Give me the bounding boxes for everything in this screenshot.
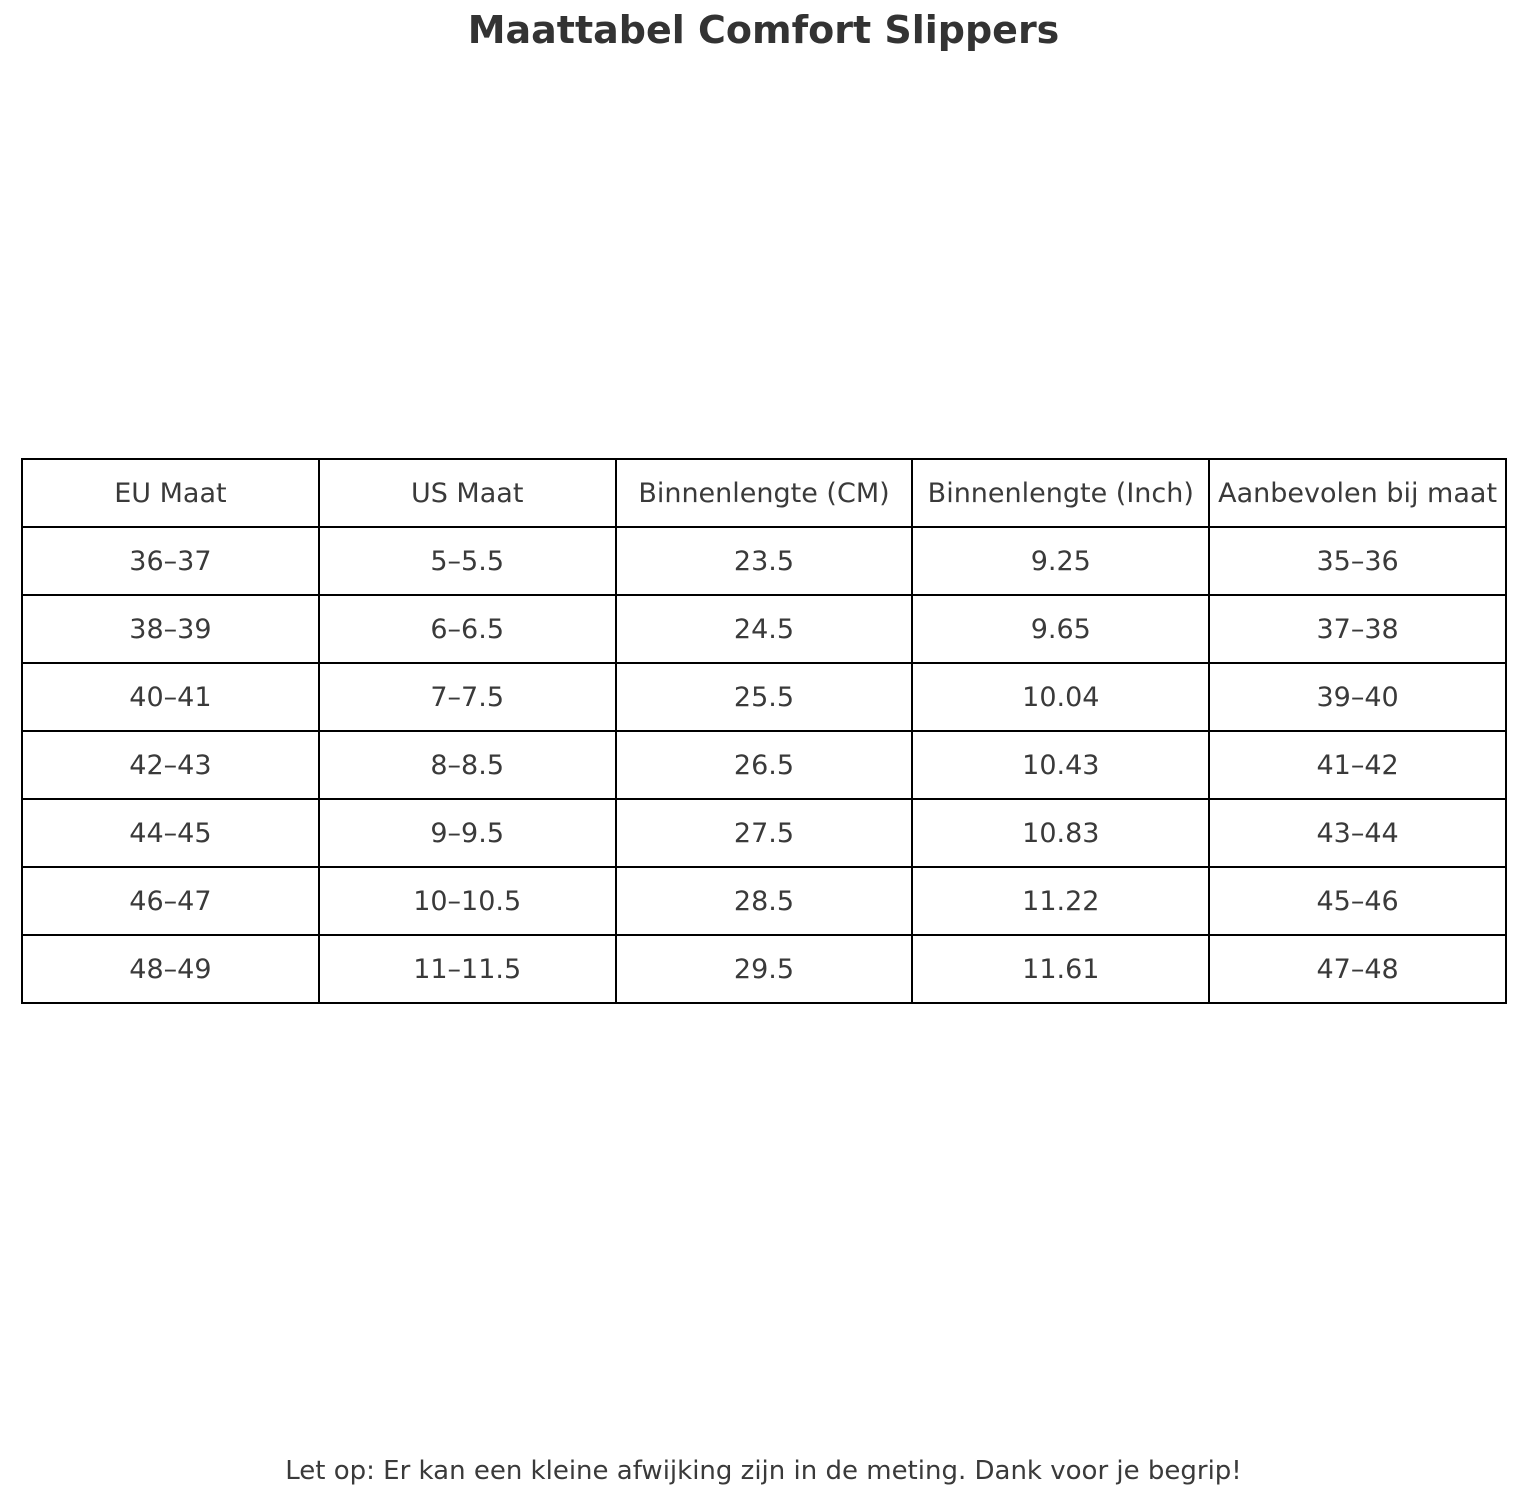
table-cell: 38–39 — [22, 595, 319, 663]
table-cell: 23.5 — [616, 527, 913, 595]
table-cell: 37–38 — [1209, 595, 1506, 663]
column-header: EU Maat — [22, 459, 319, 527]
table-cell: 6–6.5 — [319, 595, 616, 663]
table-row — [22, 595, 1506, 663]
size-table-body — [22, 527, 1506, 1003]
table-cell: 47–48 — [1209, 935, 1506, 1003]
column-header: US Maat — [319, 459, 616, 527]
table-cell: 10.43 — [912, 731, 1209, 799]
table-row — [22, 799, 1506, 867]
table-cell: 39–40 — [1209, 663, 1506, 731]
column-header: Binnenlengte (CM) — [616, 459, 913, 527]
table-row — [22, 527, 1506, 595]
table-row — [22, 731, 1506, 799]
table-cell: 25.5 — [616, 663, 913, 731]
table-cell: 41–42 — [1209, 731, 1506, 799]
table-cell: 42–43 — [22, 731, 319, 799]
table-cell: 36–37 — [22, 527, 319, 595]
column-header: Binnenlengte (Inch) — [912, 459, 1209, 527]
table-cell: 8–8.5 — [319, 731, 616, 799]
table-cell: 40–41 — [22, 663, 319, 731]
table-row — [22, 663, 1506, 731]
table-cell: 11–11.5 — [319, 935, 616, 1003]
page-title: Maattabel Comfort Slippers — [467, 8, 1060, 52]
table-header-row — [22, 459, 1506, 527]
table-cell: 28.5 — [616, 867, 913, 935]
table-cell: 24.5 — [616, 595, 913, 663]
table-cell: 26.5 — [616, 731, 913, 799]
footer-note: Let op: Er kan een kleine afwijking zijn in de meting. Dank voor je begrip! — [285, 1456, 1242, 1486]
table-cell: 27.5 — [616, 799, 913, 867]
table-cell: 11.22 — [912, 867, 1209, 935]
table-cell: 45–46 — [1209, 867, 1506, 935]
table-cell: 46–47 — [22, 867, 319, 935]
table-cell: 9.25 — [912, 527, 1209, 595]
table-cell: 43–44 — [1209, 799, 1506, 867]
table-cell: 10.04 — [912, 663, 1209, 731]
table-row — [22, 935, 1506, 1003]
table-cell: 5–5.5 — [319, 527, 616, 595]
column-header: Aanbevolen bij maat — [1209, 459, 1506, 527]
table-cell: 10–10.5 — [319, 867, 616, 935]
size-table — [21, 458, 1507, 1004]
table-cell: 29.5 — [616, 935, 913, 1003]
size-table-head — [22, 459, 1506, 527]
table-cell: 44–45 — [22, 799, 319, 867]
table-cell: 35–36 — [1209, 527, 1506, 595]
table-row — [22, 867, 1506, 935]
table-cell: 48–49 — [22, 935, 319, 1003]
table-cell: 9.65 — [912, 595, 1209, 663]
table-cell: 9–9.5 — [319, 799, 616, 867]
table-cell: 11.61 — [912, 935, 1209, 1003]
table-cell: 7–7.5 — [319, 663, 616, 731]
table-cell: 10.83 — [912, 799, 1209, 867]
